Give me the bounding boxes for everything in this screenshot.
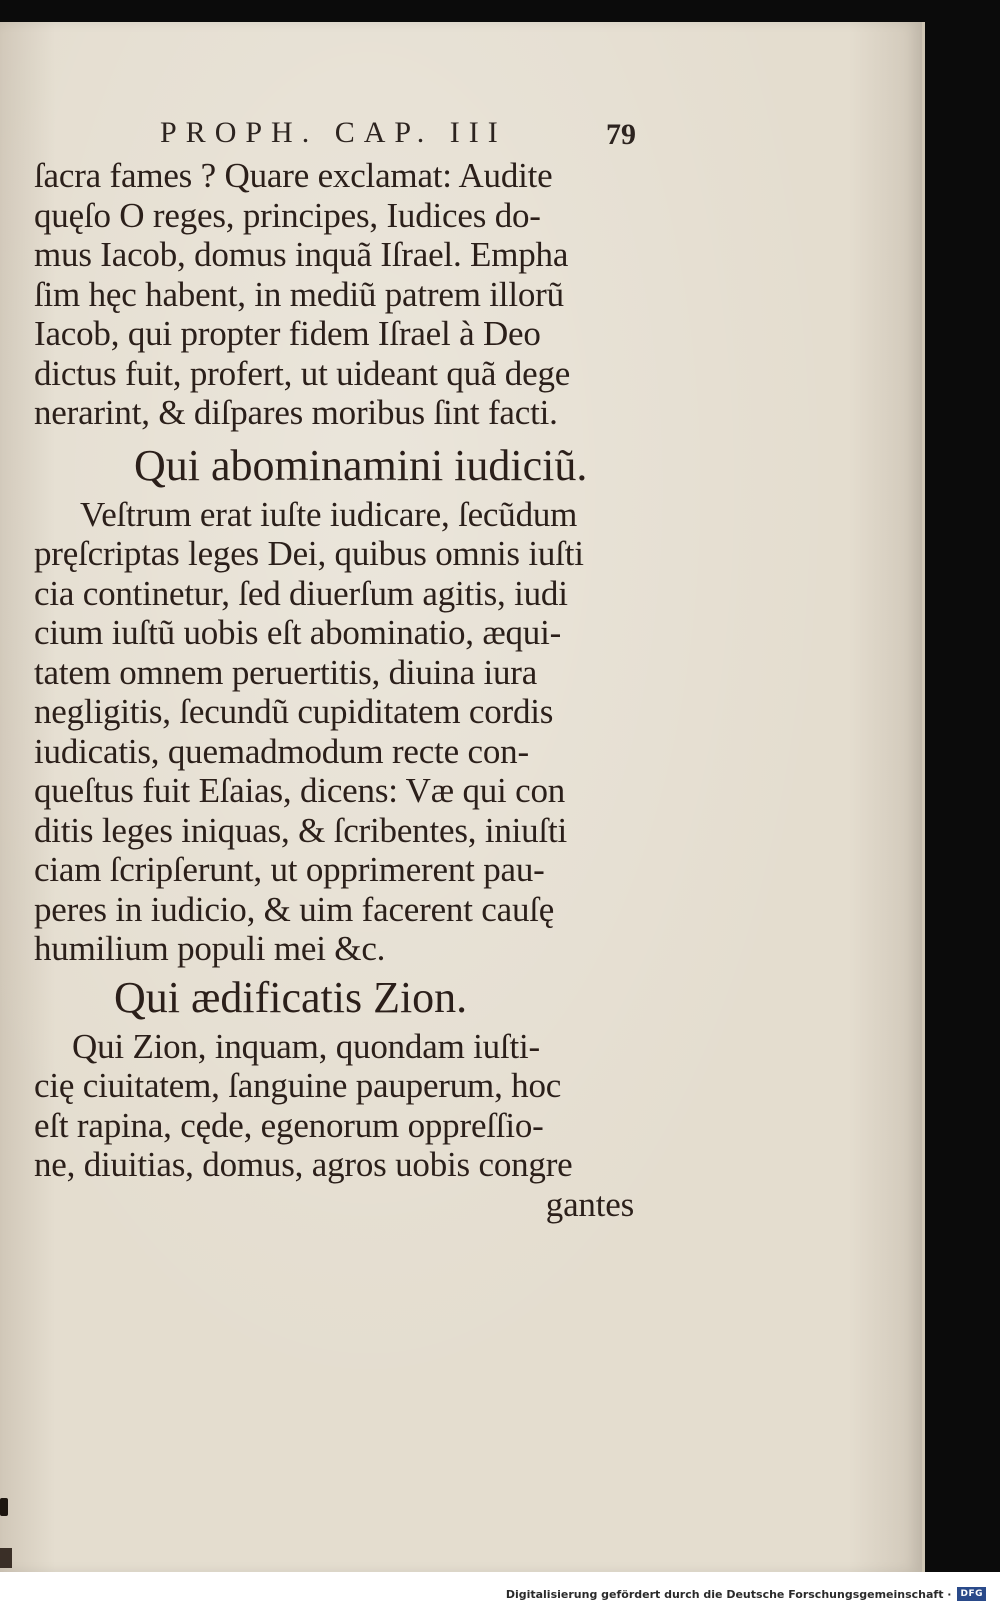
book-page bbox=[0, 22, 925, 1572]
text-line: cię ciuitatem, ſanguine pauperum, hoc bbox=[34, 1066, 562, 1105]
text-line: ne, diuitias, domus, agros uobis congre bbox=[34, 1145, 573, 1184]
text-line: Veſtrum erat iuſte iudicare, ſecũdum bbox=[80, 494, 578, 534]
text-line: ciam ſcripſerunt, ut opprimerent pau- bbox=[34, 850, 545, 889]
lemma-heading-1: Qui abominamini iudiciũ. bbox=[134, 440, 588, 490]
page-edge-mark bbox=[0, 1498, 8, 1516]
text-line: pręſcriptas leges Dei, quibus omnis iuſti bbox=[34, 534, 584, 573]
text-line: peres in iudicio, & uim facerent cauſę bbox=[34, 889, 555, 929]
text-line: humilium populi mei &c. bbox=[34, 929, 386, 968]
page-number: 79 bbox=[606, 118, 636, 151]
page-edge-mark bbox=[0, 1548, 12, 1568]
text-line: ſacra fames ? Quare exclamat: Audite bbox=[34, 156, 553, 195]
text-line: Qui Zion, inquam, quondam iuſti- bbox=[72, 1026, 540, 1066]
text-block bbox=[34, 110, 644, 1224]
text-line: queſtus fuit Eſaias, dicens: Væ qui con bbox=[34, 771, 566, 810]
text-line: ditis leges iniquas, & ſcribentes, iniuſti bbox=[34, 810, 568, 850]
running-head bbox=[34, 110, 644, 156]
text-line: dictus fuit, profert, ut uideant quã dege bbox=[34, 353, 571, 393]
text-line: tatem omnem peruertitis, diuina iura bbox=[34, 652, 538, 692]
text-line: iudicatis, quemadmodum recte con- bbox=[34, 731, 529, 771]
text-line: Iacob, qui propter fidem Iſrael à Deo bbox=[34, 314, 541, 353]
text-line: cia continetur, ſed diuerſum agitis, iudi bbox=[34, 573, 568, 613]
text-line: mus Iacob, domus inquã Iſrael. Empha bbox=[34, 235, 569, 274]
dfg-logo-icon: DFG bbox=[957, 1587, 986, 1601]
paragraph-1 bbox=[34, 156, 644, 433]
text-line: negligitis, ſecundũ cupiditatem cordis bbox=[34, 692, 554, 731]
text-line: cium iuſtũ uobis eſt abominatio, æqui- bbox=[34, 613, 562, 652]
paragraph-3 bbox=[34, 1027, 644, 1225]
lemma-heading-2: Qui ædificatis Zion. bbox=[114, 972, 468, 1022]
catchword: gantes bbox=[545, 1184, 634, 1224]
digitization-footer bbox=[0, 1572, 1000, 1616]
text-line: eſt rapina, cęde, egenorum oppreſſio- bbox=[34, 1105, 544, 1145]
text-line: nerarint, & diſpares moribus ſint facti. bbox=[34, 393, 558, 432]
paragraph-2 bbox=[34, 495, 644, 969]
funding-credit: Digitalisierung gefördert durch die Deutsche Forschungsgemeinschaft · bbox=[505, 1587, 952, 1601]
running-title: PROPH. CAP. III bbox=[160, 116, 507, 149]
text-line: quęſo O reges, principes, Iudices do- bbox=[34, 195, 541, 235]
text-line: ſim hęc habent, in mediũ patrem illorũ bbox=[34, 274, 564, 314]
